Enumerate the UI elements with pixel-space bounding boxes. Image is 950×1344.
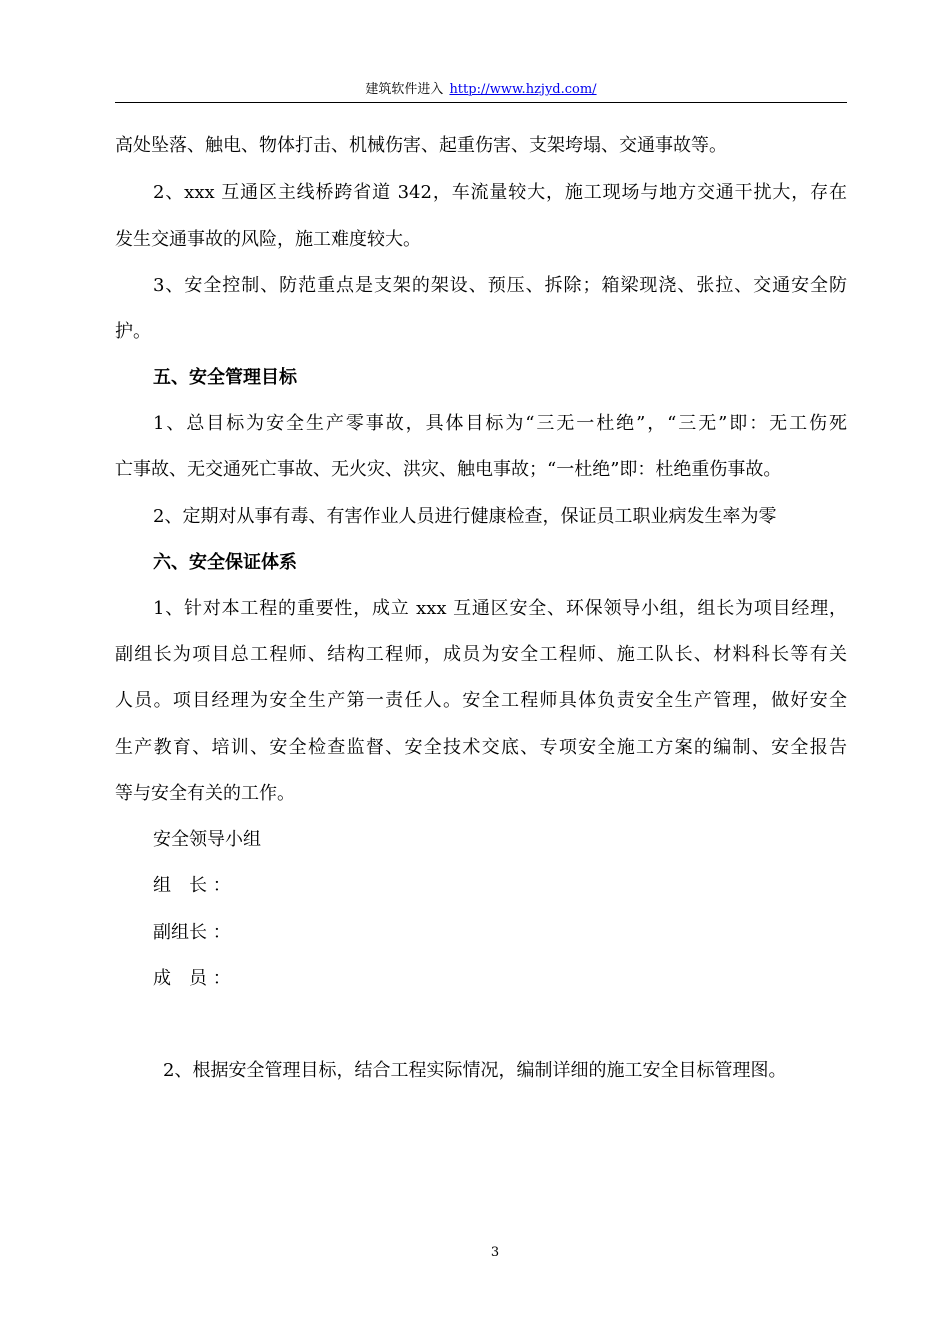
section-heading: 五、安全管理目标 xyxy=(153,367,297,388)
deputy-leader-label: 副组长 ： xyxy=(153,922,231,943)
body-line: 2、根据安全管理目标，结合工程实际情况，编制详细的施工安全目标管理图。 xyxy=(163,1060,787,1081)
leader-label: 组 长 ： xyxy=(153,875,231,896)
body-line: 3、安全控制、防范重点是支架的架设、预压、拆除；箱梁现浇、张拉、交通安全防 xyxy=(153,275,847,296)
header-link[interactable]: http://www.hzjyd.com/ xyxy=(449,82,597,97)
body-line: 高处坠落、触电、物体打击、机械伤害、起重伤害、支架垮塌、交通事故等。 xyxy=(115,135,727,156)
header-divider xyxy=(115,102,847,103)
body-line: 等与安全有关的工作。 xyxy=(115,783,295,804)
body-line: 生产教育、培训、安全检查监督、安全技术交底、专项安全施工方案的编制、安全报告 xyxy=(115,737,847,758)
body-line: 1、总目标为安全生产零事故，具体目标为“三无一杜绝”，“三无”即：无工伤死 xyxy=(153,413,847,434)
header-title: 建筑软件进入 xyxy=(365,82,444,97)
body-line: 2、定期对从事有毒、有害作业人员进行健康检查，保证员工职业病发生率为零 xyxy=(153,506,777,527)
body-line: 发生交通事故的风险，施工难度较大。 xyxy=(115,229,421,250)
page-header xyxy=(115,80,847,100)
body-line: 人员。项目经理为安全生产第一责任人。安全工程师具体负责安全生产管理，做好安全 xyxy=(115,690,847,711)
group-title: 安全领导小组 xyxy=(153,829,261,850)
body-line: 亡事故、无交通死亡事故、无火灾、洪灾、触电事故；“一杜绝”即：杜绝重伤事故。 xyxy=(115,459,782,480)
section-heading: 六、安全保证体系 xyxy=(153,552,297,573)
body-line: 1、针对本工程的重要性，成立 xxx 互通区安全、环保领导小组，组长为项目经理， xyxy=(153,598,847,619)
body-line: 护。 xyxy=(115,321,151,342)
body-line: 2、xxx 互通区主线桥跨省道 342，车流量较大，施工现场与地方交通干扰大，存在 xyxy=(153,182,847,203)
page-number: 3 xyxy=(490,1245,500,1260)
members-label: 成 员 ： xyxy=(153,968,231,989)
body-line: 副组长为项目总工程师、结构工程师，成员为安全工程师、施工队长、材料科长等有关 xyxy=(115,644,847,665)
